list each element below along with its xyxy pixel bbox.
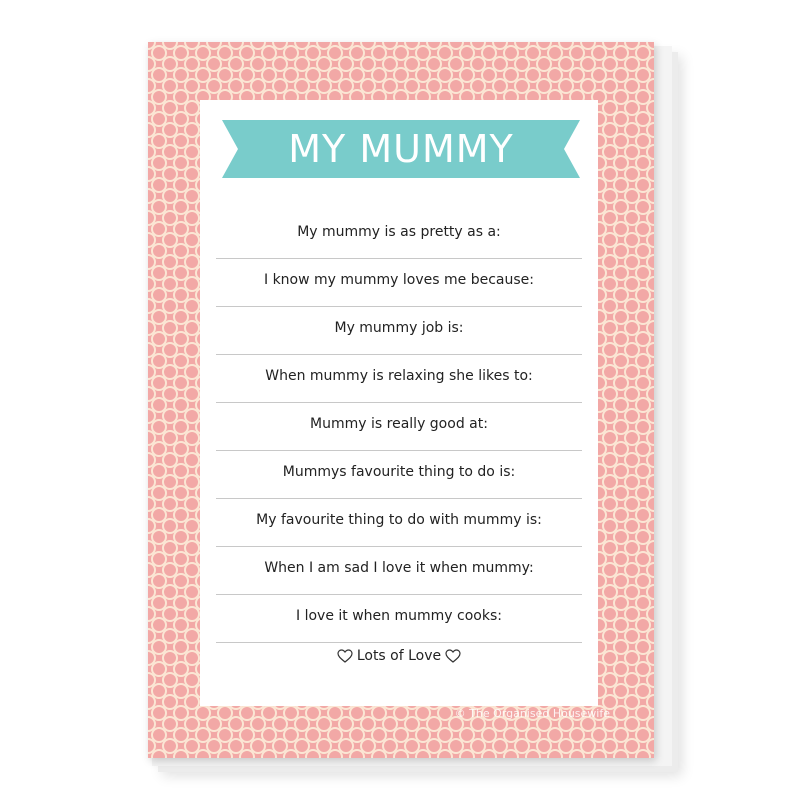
answer-line[interactable]: [216, 354, 582, 355]
prompt-row: [216, 510, 582, 558]
answer-line[interactable]: [216, 594, 582, 595]
prompt-row: [216, 606, 582, 654]
heart-outline-icon: [337, 649, 353, 663]
sign-off-text: Lots of Love: [356, 648, 442, 664]
heart-outline-icon: [445, 649, 461, 663]
prompt-label: When I am sad I love it when mummy:: [264, 560, 534, 576]
answer-line[interactable]: [216, 450, 582, 451]
prompt-row: [216, 366, 582, 414]
answer-line[interactable]: [216, 258, 582, 259]
prompt-row: [216, 318, 582, 366]
answer-line[interactable]: [216, 402, 582, 403]
copyright-notice: © The Organised Housewife: [454, 707, 610, 720]
title-banner: [222, 120, 580, 178]
prompt-label: My favourite thing to do with mummy is:: [256, 512, 542, 528]
answer-line[interactable]: [216, 546, 582, 547]
prompt-label: Mummys favourite thing to do is:: [282, 464, 516, 480]
white-content-panel: [200, 100, 598, 706]
prompt-row: [216, 462, 582, 510]
prompt-label: My mummy job is:: [334, 320, 464, 336]
prompt-label: When mummy is relaxing she likes to:: [265, 368, 533, 384]
page-title: MY MUMMY: [288, 127, 514, 171]
prompt-row: [216, 414, 582, 462]
prompt-row: [216, 558, 582, 606]
prompt-label: My mummy is as pretty as a:: [297, 224, 501, 240]
printable-card: [148, 42, 654, 758]
prompt-list: [216, 222, 582, 654]
sign-off: [200, 648, 598, 664]
answer-line[interactable]: [216, 642, 582, 643]
answer-line[interactable]: [216, 306, 582, 307]
answer-line[interactable]: [216, 498, 582, 499]
prompt-label: I love it when mummy cooks:: [296, 608, 502, 624]
prompt-row: [216, 222, 582, 270]
prompt-label: I know my mummy loves me because:: [264, 272, 534, 288]
prompt-row: [216, 270, 582, 318]
prompt-label: Mummy is really good at:: [310, 416, 488, 432]
